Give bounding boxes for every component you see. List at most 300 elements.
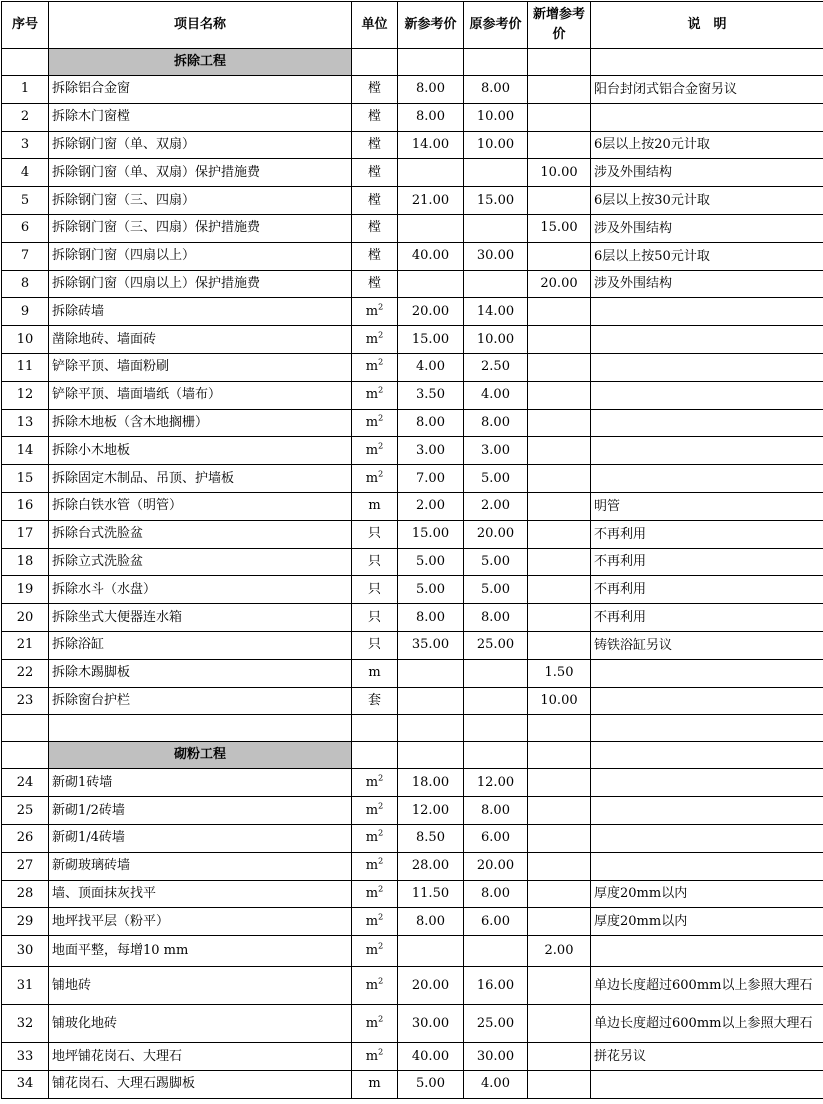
note-cell: 厚度20mm以内 (591, 880, 823, 908)
seq-cell: 23 (2, 687, 49, 715)
unit-cell: $m^2$ (352, 381, 398, 409)
note-cell: 涉及外围结构 (591, 270, 823, 298)
table-row (2, 242, 823, 270)
old-price-cell: 20.00 (464, 520, 528, 548)
added-price-cell (528, 437, 591, 465)
name-cell: 拆除立式洗脸盆 (49, 548, 352, 576)
added-price-cell (528, 797, 591, 825)
name-cell: 地坪找平层（粉平） (49, 908, 352, 936)
table-row (2, 1070, 823, 1098)
old-price-cell: 12.00 (464, 769, 528, 797)
seq-cell: 32 (2, 1005, 49, 1043)
new-price-cell: 2.00 (398, 492, 464, 520)
unit-cell: 樘 (352, 187, 398, 215)
seq-cell: 27 (2, 852, 49, 880)
section-title: 拆除工程 (49, 49, 352, 76)
name-cell: 拆除砖墙 (49, 298, 352, 326)
note-cell: 涉及外围结构 (591, 214, 823, 242)
table-row (2, 797, 823, 825)
seq-cell: 1 (2, 76, 49, 104)
table-row (2, 465, 823, 493)
name-cell: 拆除木踢脚板 (49, 659, 352, 687)
added-price-cell: 1.50 (528, 659, 591, 687)
added-price-cell (528, 604, 591, 632)
table-body (2, 49, 823, 1099)
new-price-cell: 5.00 (398, 1070, 464, 1098)
old-price-cell: 4.00 (464, 381, 528, 409)
table-row (2, 1043, 823, 1071)
unit-exponent: 2 (378, 302, 383, 311)
new-price-cell (398, 659, 464, 687)
empty-cell (2, 49, 49, 76)
old-price-cell: 5.00 (464, 576, 528, 604)
unit-cell: $m^2$ (352, 409, 398, 437)
added-price-cell: 2.00 (528, 936, 591, 967)
old-price-cell: 8.00 (464, 880, 528, 908)
name-cell: 铲除平顶、墙面墙纸（墙布） (49, 381, 352, 409)
seq-cell: 7 (2, 242, 49, 270)
seq-cell: 30 (2, 936, 49, 967)
seq-cell: 34 (2, 1070, 49, 1098)
note-cell (591, 298, 823, 326)
table-row (2, 437, 823, 465)
name-cell: 地坪铺花岗石、大理石 (49, 1043, 352, 1071)
unit-cell: 樘 (352, 159, 398, 187)
note-cell (591, 769, 823, 797)
added-price-cell (528, 381, 591, 409)
added-price-cell (528, 769, 591, 797)
new-price-cell: 8.00 (398, 76, 464, 104)
old-price-cell (464, 270, 528, 298)
table-row (2, 492, 823, 520)
name-cell: 新砌1/2砖墙 (49, 797, 352, 825)
table-row (2, 967, 823, 1005)
name-cell: 拆除水斗（水盘） (49, 576, 352, 604)
unit-cell: m (352, 492, 398, 520)
old-price-cell: 10.00 (464, 103, 528, 131)
added-price-cell (528, 103, 591, 131)
new-price-cell: 11.50 (398, 880, 464, 908)
name-cell: 地面平整，每增10 mm (49, 936, 352, 967)
new-price-cell (398, 214, 464, 242)
seq-cell: 14 (2, 437, 49, 465)
unit-exponent: 2 (378, 942, 383, 951)
unit-cell: 樘 (352, 103, 398, 131)
unit-cell: $m^2$ (352, 326, 398, 354)
old-price-cell: 8.00 (464, 76, 528, 104)
old-price-cell: 15.00 (464, 187, 528, 215)
unit-cell: $m^2$ (352, 797, 398, 825)
added-price-cell (528, 492, 591, 520)
name-cell: 拆除窗台护栏 (49, 687, 352, 715)
table-row (2, 131, 823, 159)
name-cell: 铲除平顶、墙面粉刷 (49, 353, 352, 381)
note-cell: 不再利用 (591, 604, 823, 632)
old-price-cell: 14.00 (464, 298, 528, 326)
old-price-cell: 6.00 (464, 908, 528, 936)
table-row (2, 159, 823, 187)
section-header-row (2, 49, 823, 76)
old-price-cell: 2.00 (464, 492, 528, 520)
note-cell: 6层以上按30元计取 (591, 187, 823, 215)
new-price-cell: 15.00 (398, 520, 464, 548)
seq-cell: 20 (2, 604, 49, 632)
seq-cell: 22 (2, 659, 49, 687)
unit-exponent: 2 (378, 358, 383, 367)
unit-cell: 只 (352, 520, 398, 548)
unit-exponent: 2 (378, 1014, 383, 1023)
header-old-price: 原参考价 (464, 2, 528, 49)
new-price-cell: 8.00 (398, 908, 464, 936)
old-price-cell: 25.00 (464, 631, 528, 659)
new-price-cell: 5.00 (398, 576, 464, 604)
note-cell: 阳台封闭式铝合金窗另议 (591, 76, 823, 104)
new-price-cell: 21.00 (398, 187, 464, 215)
table-row (2, 1005, 823, 1043)
unit-exponent: 2 (378, 829, 383, 838)
old-price-cell: 8.00 (464, 409, 528, 437)
table-row (2, 769, 823, 797)
unit-cell: $m^2$ (352, 465, 398, 493)
old-price-cell (464, 659, 528, 687)
note-cell: 6层以上按20元计取 (591, 131, 823, 159)
name-cell: 拆除铝合金窗 (49, 76, 352, 104)
seq-cell: 31 (2, 967, 49, 1005)
section-header-row (2, 742, 823, 769)
table-row (2, 824, 823, 852)
note-cell: 不再利用 (591, 576, 823, 604)
new-price-cell (398, 270, 464, 298)
name-cell: 新砌1砖墙 (49, 769, 352, 797)
unit-cell: $m^2$ (352, 769, 398, 797)
note-cell (591, 465, 823, 493)
old-price-cell: 3.00 (464, 437, 528, 465)
new-price-cell: 18.00 (398, 769, 464, 797)
seq-cell: 24 (2, 769, 49, 797)
added-price-cell (528, 967, 591, 1005)
name-cell: 拆除坐式大便器连水箱 (49, 604, 352, 632)
seq-cell: 19 (2, 576, 49, 604)
name-cell: 新砌1/4砖墙 (49, 824, 352, 852)
table-row (2, 936, 823, 967)
name-cell: 拆除浴缸 (49, 631, 352, 659)
note-cell (591, 381, 823, 409)
unit-exponent: 2 (378, 885, 383, 894)
unit-exponent: 2 (378, 330, 383, 339)
new-price-cell: 3.00 (398, 437, 464, 465)
unit-exponent: 2 (378, 976, 383, 985)
new-price-cell: 40.00 (398, 242, 464, 270)
table-row (2, 76, 823, 104)
unit-cell: 樘 (352, 76, 398, 104)
note-cell: 不再利用 (591, 548, 823, 576)
new-price-cell: 14.00 (398, 131, 464, 159)
name-cell: 新砌玻璃砖墙 (49, 852, 352, 880)
seq-cell: 9 (2, 298, 49, 326)
seq-cell: 26 (2, 824, 49, 852)
old-price-cell: 25.00 (464, 1005, 528, 1043)
header-seq: 序号 (2, 2, 49, 49)
added-price-cell (528, 326, 591, 354)
note-cell: 单边长度超过600mm以上参照大理石 (591, 967, 823, 1005)
old-price-cell: 16.00 (464, 967, 528, 1005)
new-price-cell: 12.00 (398, 797, 464, 825)
unit-cell: 只 (352, 576, 398, 604)
table-row (2, 576, 823, 604)
name-cell: 拆除钢门窗（四扇以上）保护措施费 (49, 270, 352, 298)
note-cell (591, 437, 823, 465)
note-cell: 不再利用 (591, 520, 823, 548)
header-new-price: 新参考价 (398, 2, 464, 49)
old-price-cell: 8.00 (464, 604, 528, 632)
name-cell: 铺地砖 (49, 967, 352, 1005)
new-price-cell: 20.00 (398, 298, 464, 326)
added-price-cell: 15.00 (528, 214, 591, 242)
unit-cell: $m^2$ (352, 298, 398, 326)
empty-cell (591, 742, 823, 769)
seq-cell: 25 (2, 797, 49, 825)
note-cell (591, 687, 823, 715)
unit-cell: 只 (352, 604, 398, 632)
unit-cell: 樘 (352, 270, 398, 298)
unit-cell: 樘 (352, 131, 398, 159)
old-price-cell (464, 687, 528, 715)
empty-cell (528, 49, 591, 76)
new-price-cell: 30.00 (398, 1005, 464, 1043)
empty-cell (2, 742, 49, 769)
new-price-cell: 8.00 (398, 409, 464, 437)
note-cell: 拼花另议 (591, 1043, 823, 1071)
note-cell (591, 852, 823, 880)
old-price-cell: 10.00 (464, 131, 528, 159)
seq-cell: 18 (2, 548, 49, 576)
empty-cell (352, 742, 398, 769)
seq-cell: 3 (2, 131, 49, 159)
added-price-cell (528, 187, 591, 215)
unit-cell: $m^2$ (352, 353, 398, 381)
table-row (2, 326, 823, 354)
header-unit: 单位 (352, 2, 398, 49)
old-price-cell: 30.00 (464, 1043, 528, 1071)
table-row (2, 353, 823, 381)
header-row (2, 2, 823, 49)
seq-cell: 28 (2, 880, 49, 908)
old-price-cell: 5.00 (464, 548, 528, 576)
note-cell: 厚度20mm以内 (591, 908, 823, 936)
unit-exponent: 2 (378, 1047, 383, 1056)
name-cell: 凿除地砖、墙面砖 (49, 326, 352, 354)
added-price-cell (528, 631, 591, 659)
added-price-cell: 10.00 (528, 159, 591, 187)
note-cell (591, 1070, 823, 1098)
empty-cell (398, 742, 464, 769)
name-cell: 拆除钢门窗（单、双扇） (49, 131, 352, 159)
added-price-cell (528, 465, 591, 493)
table-row (2, 103, 823, 131)
empty-cell (49, 715, 352, 742)
empty-cell (464, 742, 528, 769)
name-cell: 铺花岗石、大理石踢脚板 (49, 1070, 352, 1098)
old-price-cell: 8.00 (464, 797, 528, 825)
seq-cell: 21 (2, 631, 49, 659)
old-price-cell: 10.00 (464, 326, 528, 354)
old-price-cell: 5.00 (464, 465, 528, 493)
table-row (2, 187, 823, 215)
unit-cell: 只 (352, 631, 398, 659)
seq-cell: 6 (2, 214, 49, 242)
old-price-cell: 20.00 (464, 852, 528, 880)
header-note: 说 明 (591, 2, 823, 49)
note-cell (591, 409, 823, 437)
unit-exponent: 2 (378, 469, 383, 478)
table-row (2, 214, 823, 242)
table-row (2, 631, 823, 659)
note-cell (591, 353, 823, 381)
note-cell: 单边长度超过600mm以上参照大理石 (591, 1005, 823, 1043)
table-row (2, 520, 823, 548)
unit-cell: m (352, 659, 398, 687)
added-price-cell (528, 548, 591, 576)
name-cell: 拆除钢门窗（三、四扇）保护措施费 (49, 214, 352, 242)
unit-cell: 樘 (352, 214, 398, 242)
note-cell (591, 936, 823, 967)
table-row (2, 298, 823, 326)
empty-cell (398, 49, 464, 76)
seq-cell: 29 (2, 908, 49, 936)
empty-cell (2, 715, 49, 742)
new-price-cell: 20.00 (398, 967, 464, 1005)
added-price-cell (528, 852, 591, 880)
new-price-cell: 7.00 (398, 465, 464, 493)
table-row (2, 409, 823, 437)
empty-cell (464, 715, 528, 742)
new-price-cell: 4.00 (398, 353, 464, 381)
note-cell: 涉及外围结构 (591, 159, 823, 187)
unit-cell: $m^2$ (352, 824, 398, 852)
unit-exponent: 2 (378, 801, 383, 810)
unit-exponent: 2 (378, 857, 383, 866)
unit-exponent: 2 (378, 441, 383, 450)
added-price-cell (528, 880, 591, 908)
added-price-cell (528, 353, 591, 381)
note-cell: 6层以上按50元计取 (591, 242, 823, 270)
unit-cell: 只 (352, 548, 398, 576)
seq-cell: 11 (2, 353, 49, 381)
added-price-cell (528, 131, 591, 159)
added-price-cell (528, 1005, 591, 1043)
note-cell (591, 326, 823, 354)
added-price-cell: 20.00 (528, 270, 591, 298)
added-price-cell (528, 908, 591, 936)
added-price-cell (528, 409, 591, 437)
new-price-cell: 28.00 (398, 852, 464, 880)
unit-cell: $m^2$ (352, 936, 398, 967)
new-price-cell: 40.00 (398, 1043, 464, 1071)
seq-cell: 2 (2, 103, 49, 131)
unit-exponent: 2 (378, 414, 383, 423)
added-price-cell (528, 1043, 591, 1071)
added-price-cell: 10.00 (528, 687, 591, 715)
seq-cell: 10 (2, 326, 49, 354)
added-price-cell (528, 298, 591, 326)
unit-exponent: 2 (378, 773, 383, 782)
new-price-cell: 35.00 (398, 631, 464, 659)
unit-cell: $m^2$ (352, 437, 398, 465)
note-cell (591, 103, 823, 131)
unit-cell: 套 (352, 687, 398, 715)
old-price-cell: 4.00 (464, 1070, 528, 1098)
name-cell: 拆除固定木制品、吊顶、护墙板 (49, 465, 352, 493)
unit-exponent: 2 (378, 912, 383, 921)
table-row (2, 687, 823, 715)
empty-cell (528, 715, 591, 742)
old-price-cell: 30.00 (464, 242, 528, 270)
added-price-cell (528, 76, 591, 104)
old-price-cell: 6.00 (464, 824, 528, 852)
old-price-cell (464, 936, 528, 967)
empty-cell (352, 49, 398, 76)
seq-cell: 17 (2, 520, 49, 548)
empty-cell (352, 715, 398, 742)
table-row (2, 852, 823, 880)
name-cell: 拆除台式洗脸盆 (49, 520, 352, 548)
seq-cell: 8 (2, 270, 49, 298)
header-added-price: 新增参考价 (528, 2, 591, 49)
added-price-cell (528, 824, 591, 852)
empty-cell (591, 49, 823, 76)
note-cell (591, 797, 823, 825)
note-cell: 铸铁浴缸另议 (591, 631, 823, 659)
name-cell: 拆除木门窗樘 (49, 103, 352, 131)
unit-cell: $m^2$ (352, 908, 398, 936)
old-price-cell (464, 159, 528, 187)
table-row (2, 548, 823, 576)
table-row (2, 381, 823, 409)
table-row (2, 659, 823, 687)
price-table (1, 1, 823, 1099)
table-row (2, 270, 823, 298)
new-price-cell: 8.50 (398, 824, 464, 852)
empty-cell (464, 49, 528, 76)
unit-cell: 樘 (352, 242, 398, 270)
added-price-cell (528, 520, 591, 548)
unit-cell: m (352, 1070, 398, 1098)
note-cell: 明管 (591, 492, 823, 520)
old-price-cell: 2.50 (464, 353, 528, 381)
old-price-cell (464, 214, 528, 242)
added-price-cell (528, 242, 591, 270)
new-price-cell: 5.00 (398, 548, 464, 576)
seq-cell: 33 (2, 1043, 49, 1071)
empty-cell (528, 742, 591, 769)
unit-cell: $m^2$ (352, 852, 398, 880)
new-price-cell (398, 159, 464, 187)
new-price-cell (398, 936, 464, 967)
name-cell: 拆除木地板（含木地搁栅） (49, 409, 352, 437)
unit-cell: $m^2$ (352, 1043, 398, 1071)
seq-cell: 4 (2, 159, 49, 187)
name-cell: 拆除小木地板 (49, 437, 352, 465)
unit-cell: $m^2$ (352, 880, 398, 908)
unit-cell: $m^2$ (352, 967, 398, 1005)
new-price-cell: 8.00 (398, 103, 464, 131)
new-price-cell: 15.00 (398, 326, 464, 354)
name-cell: 拆除钢门窗（单、双扇）保护措施费 (49, 159, 352, 187)
seq-cell: 16 (2, 492, 49, 520)
table-row (2, 880, 823, 908)
unit-cell: $m^2$ (352, 1005, 398, 1043)
added-price-cell (528, 1070, 591, 1098)
